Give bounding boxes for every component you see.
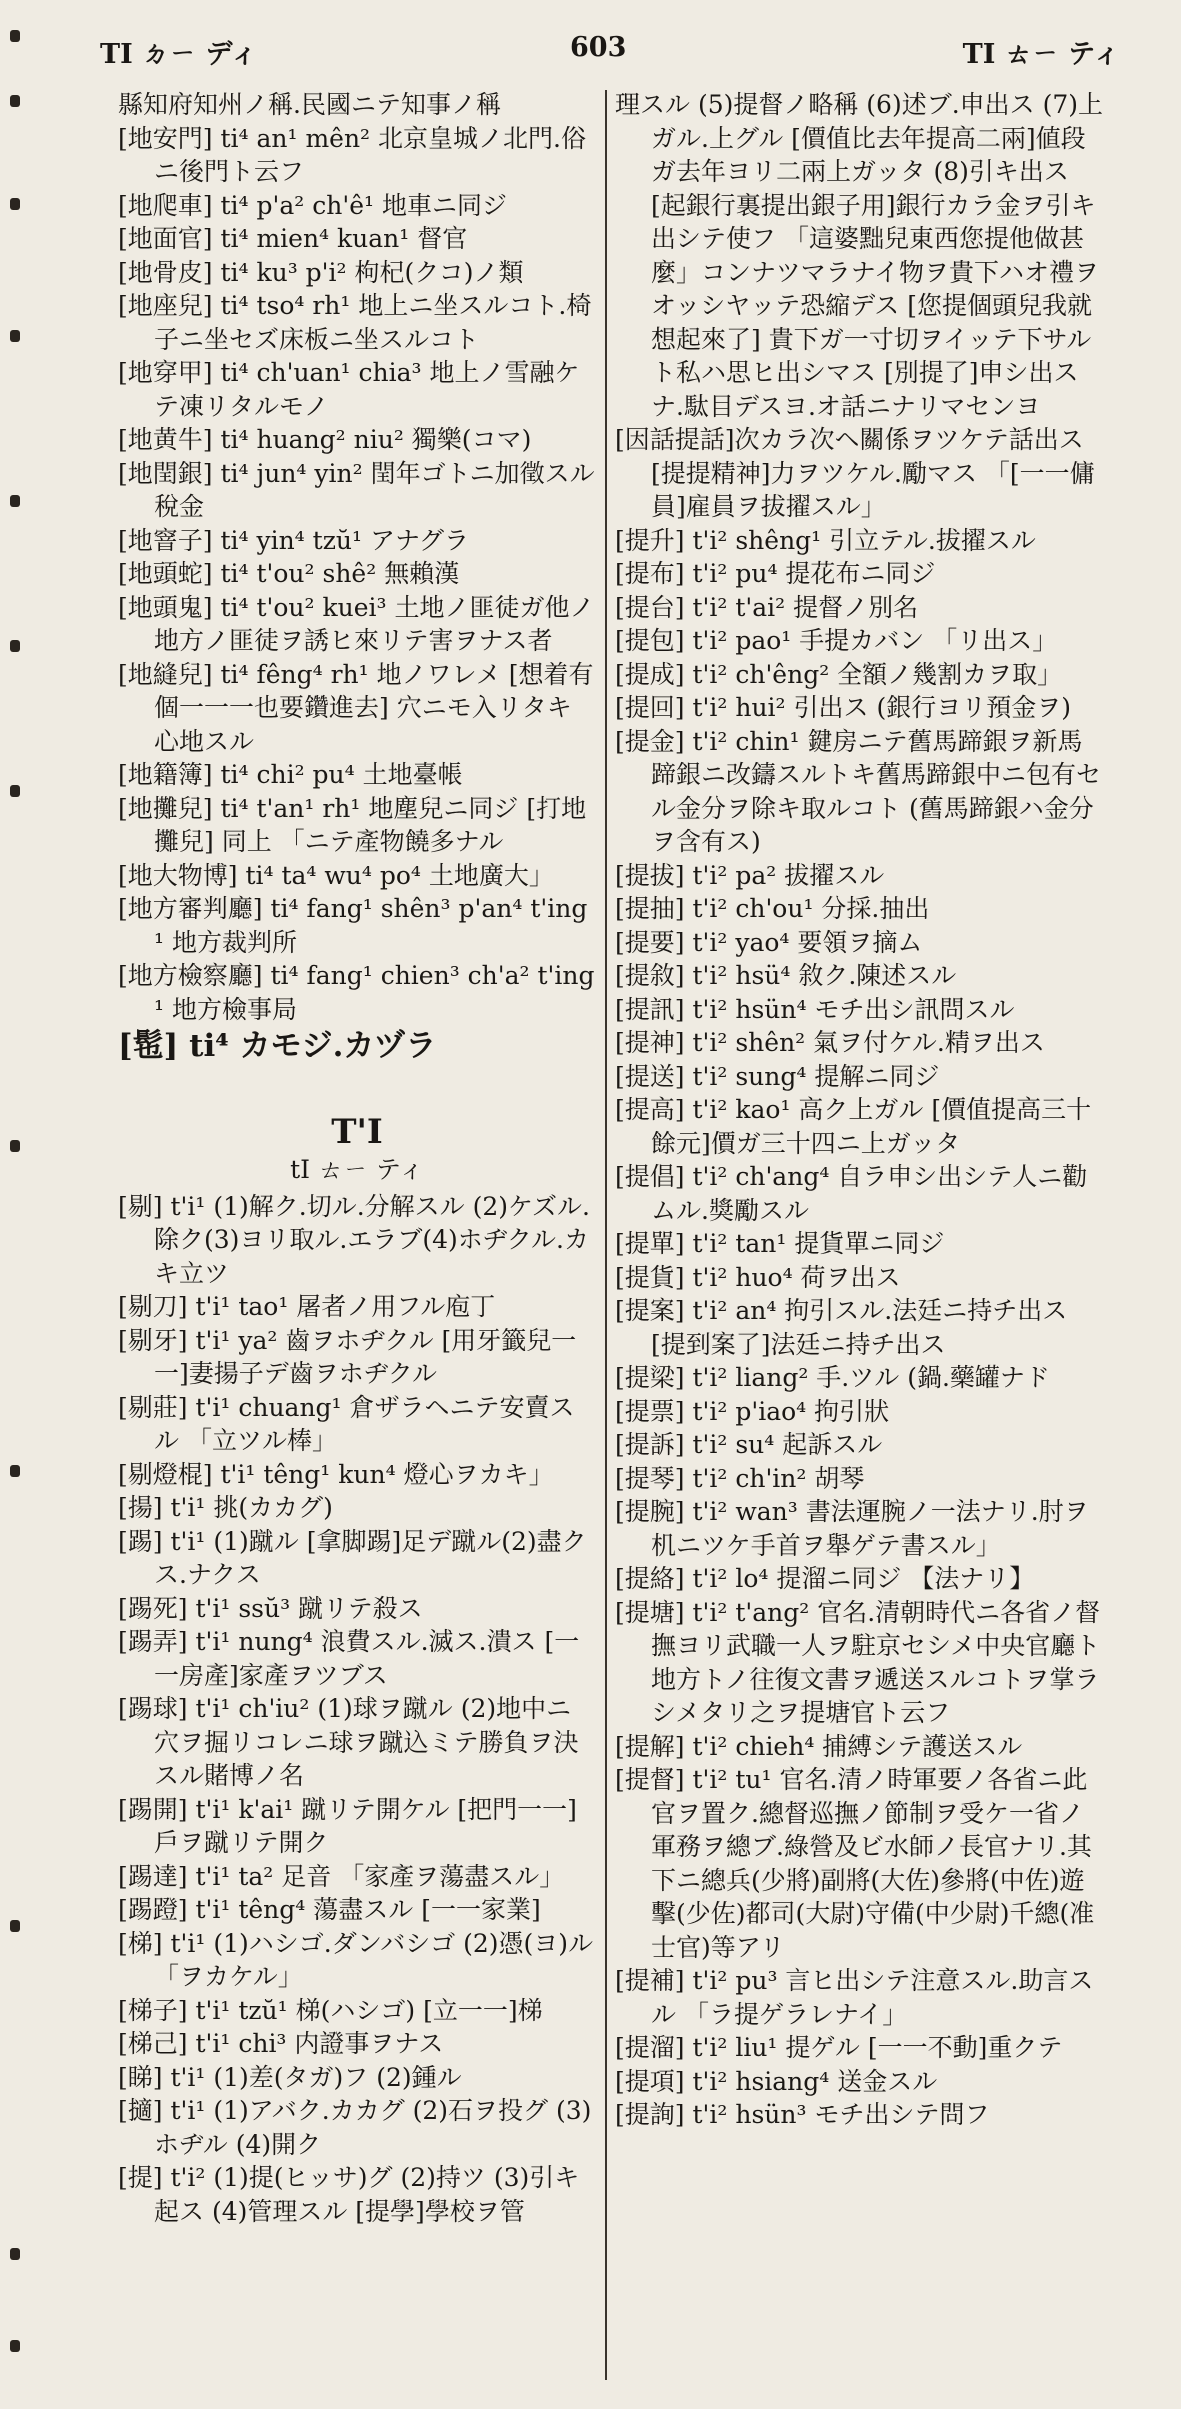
dictionary-entry: [剔牙] t'i¹ ya² 齒ヲホヂクル [用牙籤兒一一]妻揚子デ齒ヲホヂクル	[118, 1325, 577, 1388]
margin-mark	[10, 785, 20, 797]
dictionary-entry: [提案] t'i² an⁴ 拘引スル.法廷ニ持チ出ス [提到案了]法廷ニ持チ出ス	[615, 1296, 1068, 1359]
dictionary-entry: 理スル (5)提督ノ略稱 (6)述ブ.申出ス (7)上ガル.上グル [價值比去年提高二兩]値段ガ去年ヨリ二兩上ガッタ (8)引キ出ス [起銀行裏提出銀子用]銀行カラ金ヲ引キ出シテ使フ 「這婆黜兒東西您提他做甚麼」コンナツマラナイ物ヲ貴下ハオ禮ヲオッシヤッテ恐縮デス [您提個頭兒我就想起來了] 貴下ガ一寸切ヲイッテ下サルト私ハ思ヒ出シマス [別提了]申シ出スナ.駄目デスヨ.オ話ニナリマセンヨ	[615, 90, 1104, 421]
dictionary-entry: [提補] t'i² pu³ 言ヒ出シテ注意スル.助言スル 「ラ提ゲラレナイ」	[615, 1966, 1094, 2029]
margin-mark	[10, 95, 20, 107]
dictionary-entry: [剔燈棍] t'i¹ têng¹ kun⁴ 燈心ヲカキ」	[118, 1459, 554, 1489]
dictionary-entry: [提包] t'i² pao¹ 手提カバン 「リ出ス」	[615, 626, 1058, 655]
dictionary-entry: [地安門] ti⁴ an¹ mên² 北京皇城ノ北門.俗ニ後門ト云フ	[118, 123, 586, 186]
dictionary-entry: [地縫兒] ti⁴ fêng⁴ rh¹ 地ノワレメ [想着有個一一一也要鑽進去] 穴ニモ入リタキ心地スル	[118, 659, 594, 756]
dictionary-entry: [提訴] t'i² su⁴ 起訴スル	[615, 1430, 883, 1459]
dictionary-entry: [提台] t'i² t'ai² 提督ノ別名	[615, 592, 919, 622]
dictionary-entry: [提溜] t'i² liu¹ 提ゲル [一一不動]重クテ	[615, 2033, 1063, 2062]
right-column	[615, 88, 1105, 2132]
dictionary-entry: [提梁] t'i² liang² 手.ツル (鍋.藥罐ナド	[615, 1363, 1050, 1392]
margin-mark	[10, 1920, 20, 1932]
dictionary-entry: [提項] t'i² hsiang⁴ 送金スル	[615, 2066, 938, 2096]
dictionary-entry: [擿] t'i¹ (1)アバク.カカグ (2)石ヲ投グ (3)ホヂル (4)開ク	[118, 2096, 592, 2159]
section-subtitle: tI ㄊㄧ ティ	[290, 1154, 424, 1184]
dictionary-entry: [揚] t'i¹ 挑(カカグ)	[118, 1493, 333, 1522]
dictionary-entry: [地骨皮] ti⁴ ku³ p'i² 枸杞(クコ)ノ類	[118, 257, 524, 287]
dictionary-entry: [提詢] t'i² hsün³ モチ出シテ問フ	[615, 2100, 990, 2129]
right-entries	[615, 88, 1105, 2132]
dictionary-entry: [地方檢察廳] ti⁴ fang¹ chien³ ch'a² t'ing¹ 地方檢事局	[118, 961, 595, 1024]
margin-marks	[0, 0, 30, 2409]
dictionary-entry: [地窨子] ti⁴ yin⁴ tzŭ¹ アナグラ	[118, 525, 469, 555]
dictionary-entry: [梯] t'i¹ (1)ハシゴ.ダンバシゴ (2)憑(ヨ)ル 「ヲカケル」	[118, 1928, 594, 1991]
dictionary-entry: [地爬車] ti⁴ p'a² ch'ê¹ 地車ニ同ジ	[118, 190, 507, 220]
margin-mark	[10, 30, 20, 42]
dictionary-entry: [地面官] ti⁴ mien⁴ kuan¹ 督官	[118, 224, 468, 253]
dictionary-entry: [地黄牛] ti⁴ huang² niu² 獨樂(コマ)	[118, 425, 532, 454]
dictionary-entry: [踢球] t'i¹ ch'iu² (1)球ヲ蹴ル (2)地中ニ穴ヲ掘リコレニ球ヲ蹴込ミテ勝負ヲ決スル賭博ノ名	[118, 1694, 579, 1790]
dictionary-entry: [地攤兒] ti⁴ t'an¹ rh¹ 地塵兒ニ同ジ [打地攤兒] 同上 「ニテ產物饒多ナル	[118, 793, 587, 856]
dictionary-entry: [提抽] t'i² ch'ou¹ 分採.抽出	[615, 894, 930, 923]
margin-mark	[10, 1465, 20, 1477]
dictionary-entry: [提票] t'i² p'iao⁴ 拘引狀	[615, 1396, 890, 1426]
section-title: T'I	[331, 1111, 383, 1152]
dictionary-entry: [梯子] t'i¹ tzŭ¹ 梯(ハシゴ) [立一一]梯	[118, 1995, 543, 2025]
margin-mark	[10, 330, 20, 342]
dictionary-entry: 縣知府知州ノ稱.民國ニテ知事ノ稱	[118, 90, 501, 119]
left-entries-bottom	[118, 1190, 596, 2229]
dictionary-entry: [提回] t'i² hui² 引出ス (銀行ヨリ預金ヲ)	[615, 693, 1071, 722]
dictionary-entry: [提要] t'i² yao⁴ 要領ヲ摘ム	[615, 927, 923, 957]
margin-mark	[10, 198, 20, 210]
dictionary-entry: [提敘] t'i² hsü⁴ 敘ク.陳述スル	[615, 961, 957, 990]
dictionary-entry: [提布] t'i² pu⁴ 提花布ニ同ジ	[615, 559, 936, 588]
dictionary-entry: [提成] t'i² ch'êng² 全額ノ幾割カヲ取」	[615, 659, 1063, 689]
header-right-guide: TI ㄊㄧ ティ	[962, 39, 1120, 70]
dictionary-entry: [踢蹬] t'i¹ têng⁴ 蕩盡スル [一一家業]	[118, 1895, 541, 1924]
dictionary-entry: [地穿甲] ti⁴ ch'uan¹ chia³ 地上ノ雪融ケテ凍リタルモノ	[118, 358, 580, 421]
dictionary-entry-headword: [髢] ti⁴ カモジ.カヅラ	[118, 1028, 437, 1064]
dictionary-entry: [踢弄] t'i¹ nung⁴ 浪費スル.滅ス.潰ス [一一房產]家產ヲツブス	[118, 1627, 580, 1690]
dictionary-entry: [踢] t'i¹ (1)蹴ル [拿脚踢]足デ蹴ル(2)盡クス.ナクス	[118, 1526, 587, 1589]
dictionary-entry: [踢開] t'i¹ k'ai¹ 蹴リテ開ケル [把門一一]戶ヲ蹴リテ開ク	[118, 1794, 577, 1857]
dictionary-entry: [提腕] t'i² wan³ 書法運腕ノ一法ナリ.肘ヲ机ニツケ手首ヲ舉ゲテ書スル」	[615, 1497, 1089, 1560]
dictionary-entry: [提高] t'i² kao¹ 高ク上ガル [價值提高三十餘元]價ガ三十四ニ上ガッタ	[615, 1095, 1092, 1158]
left-column	[118, 88, 596, 2228]
margin-mark	[10, 2340, 20, 2352]
dictionary-entry: [因話提話]次カラ次ヘ關係ヲツケテ話出ス [提提精神]力ヲツケル.勵マス 「[一一傭員]雇員ヲ拔擢スル」	[615, 425, 1095, 521]
dictionary-entry: [提解] t'i² chieh⁴ 捕縛シテ護送スル	[615, 1731, 1023, 1761]
dictionary-entry: [剔刀] t'i¹ tao¹ 屠者ノ用フル庖丁	[118, 1292, 496, 1321]
dictionary-entry: [剔莊] t'i¹ chuang¹ 倉ザラヘニテ安賣スル 「立ツル棒」	[118, 1392, 575, 1455]
dictionary-entry: [提神] t'i² shên² 氣ヲ付ケル.精ヲ出ス	[615, 1028, 1045, 1057]
dictionary-entry: [提] t'i² (1)提(ヒッサ)グ (2)持ツ (3)引キ起ス (4)管理スル [提學]學校ヲ管	[118, 2163, 580, 2226]
dictionary-entry: [提金] t'i² chin¹ 鍵房ニテ舊馬蹄銀ヲ新馬蹄銀ニ改鑄スルトキ舊馬蹄銀中ニ包有セル金分ヲ除キ取ルコト (舊馬蹄銀ハ金分ヲ含有ス)	[615, 726, 1102, 856]
dictionary-entry: [地方審判廳] ti⁴ fang¹ shên³ p'an⁴ t'ing¹ 地方裁判所	[118, 894, 588, 957]
margin-mark	[10, 640, 20, 652]
dictionary-entry: [地籍簿] ti⁴ chi² pu⁴ 土地臺帳	[118, 760, 463, 789]
dictionary-entry: [睇] t'i¹ (1)差(タガ)フ (2)鍾ル	[118, 2062, 462, 2092]
page-number: 603	[570, 32, 627, 63]
dictionary-entry: [地座兒] ti⁴ tso⁴ rh¹ 地上ニ坐スルコト.椅子ニ坐セズ床板ニ坐スルコト	[118, 291, 592, 354]
dictionary-entry: [地頭鬼] ti⁴ t'ou² kuei³ 土地ノ匪徒ガ他ノ地方ノ匪徒ヲ誘ヒ來リテ害ヲナス者	[118, 592, 595, 655]
margin-mark	[10, 2248, 20, 2260]
margin-mark	[10, 495, 20, 507]
dictionary-entry: [地頭蛇] ti⁴ t'ou² shê² 無賴漢	[118, 559, 460, 588]
dictionary-entry: [提塘] t'i² t'ang² 官名.清朝時代ニ各省ノ督撫ヨリ武職一人ヲ駐京セシメ中央官廳ト地方トノ往復文書ヲ遞送スルコトヲ掌ラシメタリ之ヲ提塘官ト云フ	[615, 1597, 1101, 1727]
dictionary-entry: [提督] t'i² tu¹ 官名.清ノ時軍要ノ各省ニ此官ヲ置ク.總督巡撫ノ節制ヲ受ケ一省ノ軍務ヲ總ブ.綠營及ビ水師ノ長官ナリ.其下ニ總兵(少將)副將(大佐)參將(中佐)遊擊(少佐)都司(大尉)守備(中少尉)千總(准士官)等アリ	[615, 1765, 1095, 1962]
dictionary-entry: [提送] t'i² sung⁴ 提解ニ同ジ	[615, 1061, 940, 1091]
dictionary-entry: [剔] t'i¹ (1)解ク.切ル.分解スル (2)ケズル.除ク(3)ヨリ取ル.エラブ(4)ホヂクル.カキ立ツ	[118, 1191, 590, 1288]
dictionary-entry: [提升] t'i² shêng¹ 引立テル.拔擢スル	[615, 525, 1036, 555]
dictionary-entry: [踢死] t'i¹ ssŭ³ 蹴リテ殺ス	[118, 1593, 423, 1623]
left-entries-top	[118, 88, 596, 1026]
dictionary-entry: [地閏銀] ti⁴ jun⁴ yin² 閏年ゴトニ加徵スル稅金	[118, 458, 595, 521]
dictionary-entry: [提拔] t'i² pa² 拔擢スル	[615, 860, 885, 890]
dictionary-entry: [提絡] t'i² lo⁴ 提溜ニ同ジ 【法ナリ】	[615, 1564, 1035, 1593]
margin-mark	[10, 1140, 20, 1152]
dictionary-entry: [提訊] t'i² hsün⁴ モチ出シ訊問スル	[615, 994, 1015, 1024]
dictionary-entry: [提單] t'i² tan¹ 提貨單ニ同ジ	[615, 1229, 945, 1258]
dictionary-entry: [提倡] t'i² ch'ang⁴ 自ラ申シ出シテ人ニ勸ムル.獎勵スル	[615, 1162, 1088, 1225]
dictionary-entry: [提貨] t'i² huo⁴ 荷ヲ出ス	[615, 1262, 901, 1292]
dictionary-entry: [提琴] t'i² ch'in² 胡琴	[615, 1463, 865, 1493]
page-header	[100, 32, 1120, 72]
dictionary-entry: [踢達] t'i¹ ta² 足音 「家產ヲ蕩盡スル」	[118, 1861, 565, 1891]
dictionary-entry: [梯己] t'i¹ chi³ 内證事ヲナス	[118, 2029, 444, 2058]
dictionary-entry: [地大物博] ti⁴ ta⁴ wu⁴ po⁴ 土地廣大」	[118, 860, 554, 890]
column-divider	[605, 90, 607, 2380]
header-left-guide: TI ㄉㄧ ディ	[100, 39, 258, 70]
